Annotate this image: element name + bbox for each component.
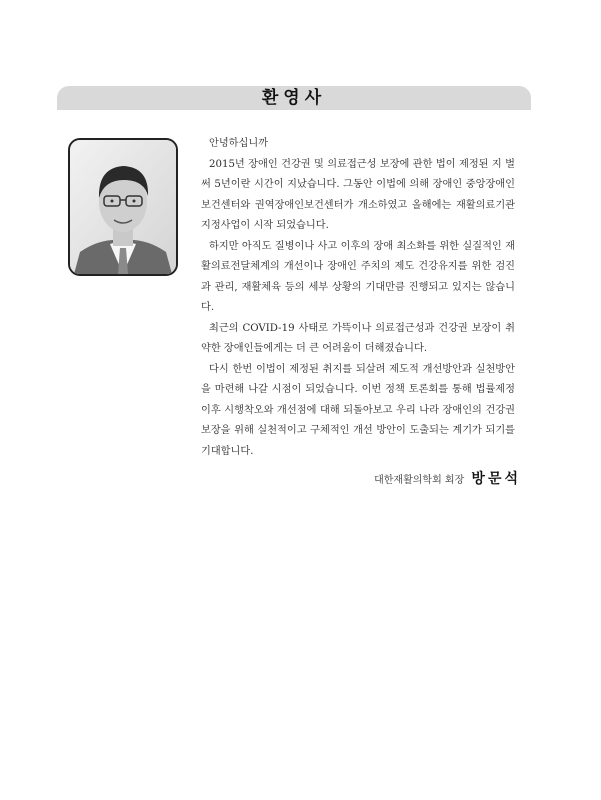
page-title: 환영사 [261, 88, 327, 108]
letter-paragraph-3: 최근의 COVID-19 사태로 가뜩이나 의료접근성과 건강권 보장이 취약한 장애인들에게는 더 큰 어려움이 더해졌습니다. [201, 322, 515, 354]
welcome-letter [201, 134, 515, 462]
letter-paragraph-1: 2015년 장애인 건강권 및 의료접근성 보장에 관한 법이 제정된 지 벌써 5년이란 시간이 지났습니다. 그동안 이법에 의해 장애인 중앙장애인보건센터와 권역장애인보건센터가 개소하였고 올해에는 재활의료기관 지정사업이 시작 되었습니다. [201, 158, 515, 231]
portrait-icon [70, 140, 176, 274]
signer-name: 방문석 [471, 471, 521, 487]
letter-paragraph-4: 다시 한번 이법이 제정된 취지를 되살려 제도적 개선방안과 실천방안을 마련해 나갈 시점이 되었습니다. 이번 정책 토론회를 통해 법률제정이후 시행착오와 개선점에 대해 되돌아보고 우리 나라 장애인의 건강권 보장을 위해 실천적이고 구체적인 개선 방안이 도출되는 계기가 되기를 기대합니다. [201, 363, 515, 457]
signature [374, 468, 521, 488]
greeting: 안녕하십니까 [209, 138, 269, 149]
letter-paragraph-2: 하지만 아직도 질병이나 사고 이후의 장애 최소화를 위한 실질적인 재활의료전달체계의 개선이나 장애인 주치의 제도 건강유지를 위한 검진과 관리, 재활체육 등의 세부 상황의 기대만큼 진행되고 있지는 않습니다. [201, 240, 515, 313]
title-bar [57, 86, 531, 110]
portrait-photo [68, 138, 178, 276]
signer-title: 대한재활의학회 회장 [374, 475, 465, 486]
